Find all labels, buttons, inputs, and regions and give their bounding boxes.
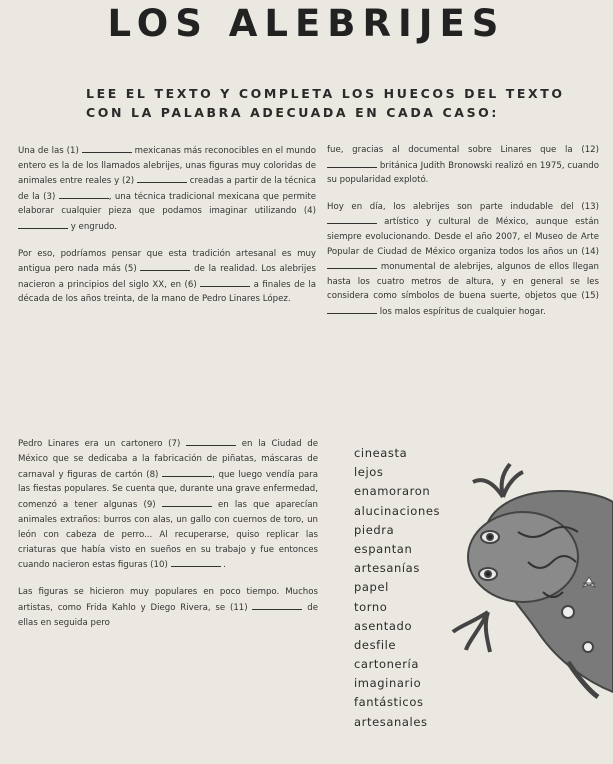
answer-blank[interactable] xyxy=(327,158,377,168)
answer-blank[interactable] xyxy=(59,189,109,199)
paragraph xyxy=(327,143,599,188)
word-bank-item: imaginario xyxy=(354,676,422,691)
paragraph xyxy=(18,247,316,307)
paragraph-text: británica Judith Bronowski realizó en 1975, cuando su popularidad explotó. xyxy=(327,160,599,186)
paragraph-text: en la Ciudad de México que se dedicaba a la fabricación de piñatas, máscaras de carnaval y figuras de cartón (8) xyxy=(18,439,318,480)
word-bank-item: enamoraron xyxy=(354,484,431,499)
word-bank-item: papel xyxy=(354,580,389,595)
paragraph-text: Las figuras se hicieron muy populares en poco tiempo. Muchos artistas, como Frida Kahlo y Diego Rivera, se (11) xyxy=(18,587,318,613)
word-bank-item: artesanales xyxy=(354,714,428,729)
paragraph-text: Hoy en día, los alebrijes son parte indudable del (13) xyxy=(327,201,599,212)
word-bank xyxy=(354,444,440,732)
word-bank-item: cartonería xyxy=(354,657,419,672)
paragraph-text: los malos espíritus de cualquier hogar. xyxy=(377,306,546,317)
word-bank-item: fantásticos xyxy=(354,695,424,710)
paragraph-text: , que luego vendía para las fiestas populares. Se cuenta que, durante una grave enfermedad, comenzó a tener algunas (9) xyxy=(18,469,318,511)
word-bank-item: piedra xyxy=(354,522,395,537)
paragraph-text: a finales de la década de los años treinta, de la mano de Pedro Linares López. xyxy=(18,279,316,305)
word-bank-item: lejos xyxy=(354,465,384,480)
word-bank-item: alucinaciones xyxy=(354,503,441,518)
paragraph-text: y engrudo. xyxy=(68,221,118,232)
instructions: LEE EL TEXTO Y COMPLETA LOS HUECOS DEL TEXTO CON LA PALABRA ADECUADA EN CADA CASO: xyxy=(86,86,565,120)
answer-blank[interactable] xyxy=(252,600,302,610)
word-bank-item: torno xyxy=(354,599,388,614)
text-column-bottom xyxy=(18,436,318,643)
paragraph-text: . xyxy=(220,560,226,571)
answer-blank[interactable] xyxy=(18,219,68,229)
word-bank-item: espantan xyxy=(354,541,413,556)
text-column-right xyxy=(327,143,599,332)
paragraph-text: fue, gracias al documental sobre Linares que la (12) xyxy=(327,145,599,155)
answer-blank[interactable] xyxy=(327,259,377,269)
paragraph-text: Una de las (1) xyxy=(18,146,82,156)
page-title: LOS ALEBRIJES xyxy=(107,2,506,45)
answer-blank[interactable] xyxy=(162,497,212,507)
paragraph-text: artístico y cultural de México, aunque están siempre evolucionando. Desde el año 2007, el Museo de Arte Popular de Ciudad de México organiza todos los años un (14) xyxy=(327,217,599,257)
answer-blank[interactable] xyxy=(327,304,377,314)
paragraph xyxy=(327,200,599,320)
paragraph-text: de ellas en seguida pero xyxy=(18,602,318,628)
paragraph-text: mexicanas más reconocibles en el mundo entero es la de los llamados alebrijes, unas figuras muy coloridas de animales entre reales y (2) xyxy=(18,146,316,187)
paragraph-text: de la realidad. Los alebrijes nacieron a principios del siglo XX, en (6) xyxy=(18,264,316,290)
paragraph-text: monumental de alebrijes, algunos de ellos llegan hasta los cuatro metros de altura, y en general se les considera como símbolos de buena suerte, objetos que (15) xyxy=(327,262,599,302)
answer-blank[interactable] xyxy=(162,467,212,477)
answer-blank[interactable] xyxy=(137,173,187,183)
paragraph xyxy=(18,436,318,573)
answer-blank[interactable] xyxy=(140,261,190,271)
paragraph-text: Pedro Linares era un cartonero (7) xyxy=(18,439,187,449)
paragraph-text: en las que aparecían animales extraños: burros con alas, un gallo con cuernos de toro, un león con cabeza de perro... Al recuperarse, quiso replicar las criaturas que había visto en sueños en su trabajo y fue entonces cuando nacieron estas figuras (10) xyxy=(18,500,318,571)
paragraph-text: , una técnica tradicional mexicana que permite elaborar cualquier pieza que podamos imaginar utilizando (4) xyxy=(18,191,316,217)
paragraph-text: creadas a partir de la técnica de la (3) xyxy=(18,176,317,202)
answer-blank[interactable] xyxy=(186,436,236,446)
text-column-left xyxy=(18,143,316,319)
word-bank-item: desfile xyxy=(354,637,397,652)
word-bank-item: artesanías xyxy=(354,561,420,576)
word-bank-item: cineasta xyxy=(354,446,408,460)
paragraph xyxy=(18,585,318,630)
paragraph-text: Por eso, podríamos pensar que esta tradición artesanal es muy antigua pero nada más (5) xyxy=(18,248,316,275)
alebrije-lizard-illustration xyxy=(448,462,613,702)
paragraph xyxy=(18,143,316,235)
answer-blank[interactable] xyxy=(171,557,221,567)
answer-blank[interactable] xyxy=(82,143,132,153)
answer-blank[interactable] xyxy=(200,277,250,287)
answer-blank[interactable] xyxy=(327,214,377,224)
word-bank-item: asentado xyxy=(354,618,413,633)
